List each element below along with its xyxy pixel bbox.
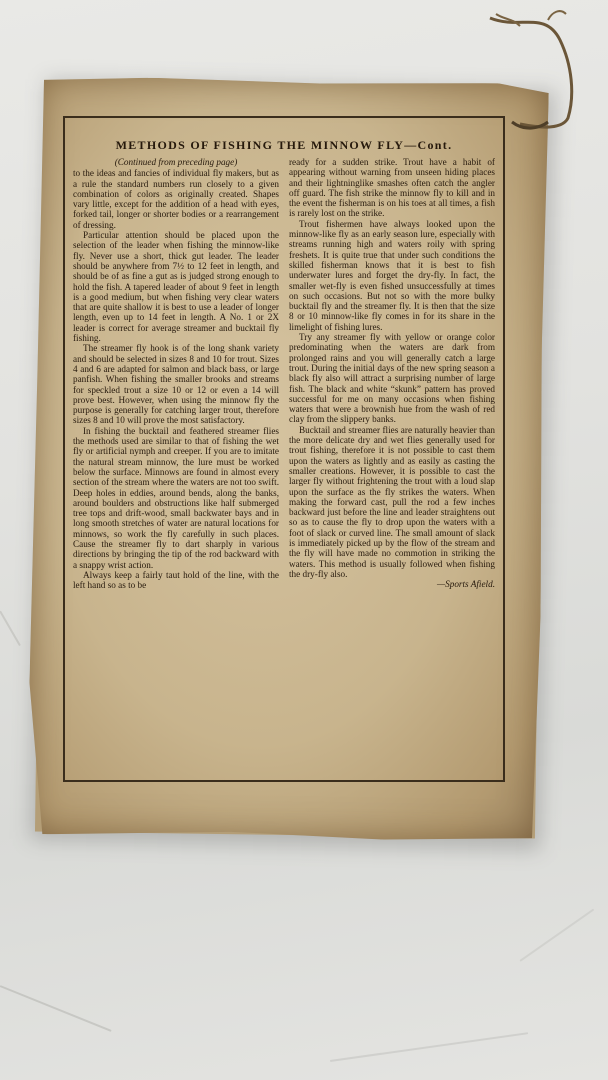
marble-vein <box>0 611 21 647</box>
continued-note: (Continued from preceding page) <box>114 157 238 167</box>
paragraph: ready for a sudden strike. Trout have a habit of appearing without warning from unseen hiding places and their lightninglike smashes often catch the angler off guard. The fish strike the minnow fly to kill and in the event the fisherman is on his toes at all times, a fish is rarely lost on the strike. <box>289 157 495 219</box>
right-column <box>289 157 495 590</box>
paragraph: to the ideas and fancies of individual fly makers, but as a rule the standard numbers run closely to a given combination of colors as originally created. Shapes vary little, except for the addition of a head with eyes, forked tail, longer or shorter bodies or a rearrangement of dressing. <box>73 168 279 230</box>
article-title: METHODS OF FISHING THE MINNOW FLY—Cont. <box>115 138 453 152</box>
paragraph: In fishing the bucktail and feathered streamer flies the methods used are similar to that of fishing the wet fly or artificial nymph and creeper. If you are to imitate the natural stream minnow, the lure must be worked below the surface. Minnows are found in almost every section of the stream where the waters are not too swift. Deep holes in eddies, around bends, along the banks, around boulders and obstructions like half submerged tree tops and drift-wood, small backwater bays and in long smooth stretches of water are natural locations for minnows, so work the fly carefully in such places. Cause the streamer fly to dart sharply in various directions by bringing the tip of the rod backward with a snappy wrist action. <box>73 425 279 570</box>
article-content <box>73 124 495 776</box>
paragraph: Bucktail and streamer flies are naturally heavier than the more delicate dry and wet flies generally used for trout fishing, therefore it is not possible to cast them upon the waters as lightly and as easily as casting the smaller creations. However, it is possible to cast the larger fly without frightening the trout with a loud slap upon the surface as the fly strikes the waters. When making the forward cast, pull the rod a few inches backward just before the line and leader straightens out so as to cause the fly to drop upon the waters with a foot of slack or curved line. The small amount of slack is immediately picked up by the flow of the stream and the fly will have made no commotion in striking the waters. This method is usually followed when fishing the dry-fly also. <box>289 424 495 579</box>
paragraph: Try any streamer fly with yellow or orange color predominating when the waters are dark from prolonged rains and you will generally catch a large trout. During the initial days of the new spring season a black fly also will attract a surprising number of large fish. The black and white “skunk” pattern has proved successful for me on many occasions when fishing waters that were a brownish hue from the wash of red clay from the slippery banks. <box>289 332 495 425</box>
article-columns <box>73 157 495 590</box>
source-credit: —Sports Afield. <box>436 579 495 590</box>
article-frame <box>63 116 505 782</box>
paragraph: Particular attention should be placed upon the selection of the leader when fishing the minnow-like fly. Never use a short, thick gut leader. The leader should be anywhere from 7½ to 12 feet in length, and should be of as fine a gut as is judged strong enough to hold the fish. A tapered leader of about 9 feet in length is a good medium, but when fishing very clear waters that are quite shallow it is best to use a leader of longer length, even up to 14 feet in length. A No. 1 or 2X leader is correct for average streamer and bucktail fly fishing. <box>73 230 279 344</box>
marble-vein <box>519 909 594 962</box>
left-column <box>73 157 279 590</box>
paragraph: The streamer fly hook is of the long shank variety and should be selected in sizes 8 and 10 for trout. Sizes 4 and 6 are adapted for salmon and black bass, or large panfish. When fishing the smaller brooks and streams for speckled trout a size 10 or 12 or even a 14 will prove best. However, when using the minnow fly the purpose is generally for catching larger trout, therefore sizes 8 and 10 will prove the most satisfactory. <box>73 343 279 426</box>
paragraph: Trout fishermen have always looked upon the minnow-like fly as an early season lure, especially with streams running high and waters roily with spring freshets. It is quite true that under such conditions the skilled fisherman knows that it is best to fish underwater lures and forget the dry-fly. In fact, the smaller wet-fly is even fished unsuccessfully at times on such occasions. But not so with the more bulky bucktail fly and the streamer fly. It is then that the size 8 or 10 minnow-like fly comes in for its share in the limelight of fishing lures. <box>289 218 495 332</box>
paragraph: Always keep a fairly taut hold of the line, with the left hand so as to be <box>73 569 279 591</box>
marble-vein <box>0 985 112 1032</box>
marble-vein <box>330 1032 528 1062</box>
